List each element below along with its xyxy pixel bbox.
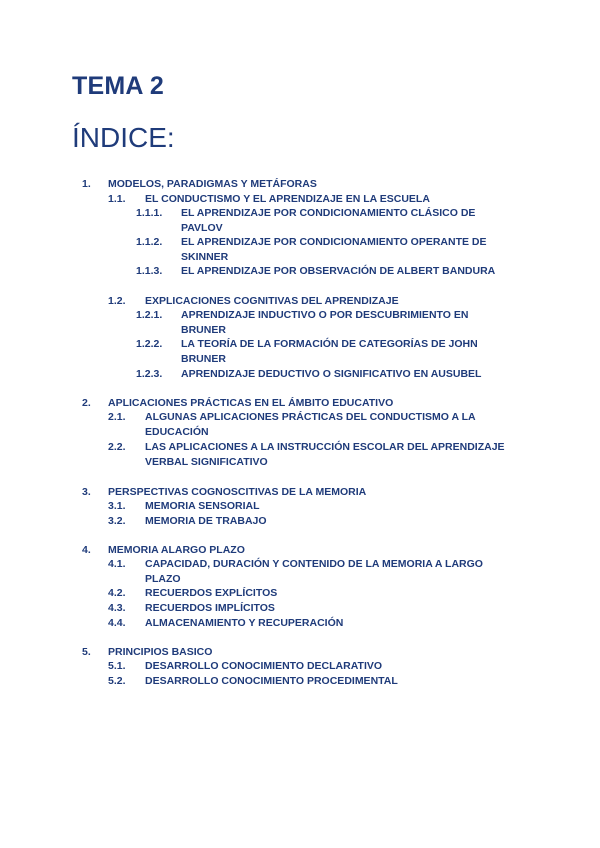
toc-entry-number: 4.1. — [108, 558, 126, 570]
toc-entry-text: MEMORIA DE TRABAJO — [145, 515, 267, 527]
toc-entry-text: ALMACENAMIENTO Y RECUPERACIÓN — [145, 617, 344, 629]
toc-entry-number: 2. — [82, 397, 91, 409]
toc-entry-number: 1.1.1. — [136, 207, 163, 219]
toc-entry-number: 3.2. — [108, 515, 126, 527]
toc-entry-text: EL CONDUCTISMO Y EL APRENDIZAJE EN LA ESCUELA — [145, 193, 430, 205]
toc-entry-text: LA TEORÍA DE LA FORMACIÓN DE CATEGORÍAS DE JOHN BRUNER — [181, 338, 478, 365]
toc-entry-number: 1.2.1. — [136, 309, 163, 321]
toc-entry-text: PERSPECTIVAS COGNOSCITIVAS DE LA MEMORIA — [108, 486, 367, 498]
toc-entry-number: 1.2. — [108, 295, 126, 307]
toc-entry-text: EL APRENDIZAJE POR CONDICIONAMIENTO CLÁSICO DE PAVLOV — [181, 207, 476, 234]
toc-entry-text: EXPLICACIONES COGNITIVAS DEL APRENDIZAJE — [145, 295, 399, 307]
toc-entry-number: 3. — [82, 486, 91, 498]
toc-entry-text: RECUERDOS EXPLÍCITOS — [145, 587, 278, 599]
toc-entry-number: 1.2.2. — [136, 338, 163, 350]
toc-entry-text: APRENDIZAJE DEDUCTIVO O SIGNIFICATIVO EN AUSUBEL — [181, 368, 482, 380]
toc-entry-number: 3.1. — [108, 500, 126, 512]
toc-entry-text: PRINCIPIOS BASICO — [108, 646, 213, 658]
toc-entry-number: 2.2. — [108, 441, 126, 453]
toc-entry-text: EL APRENDIZAJE POR OBSERVACIÓN DE ALBERT BANDURA — [181, 265, 496, 277]
toc-entry-text: EL APRENDIZAJE POR CONDICIONAMIENTO OPERANTE DE SKINNER — [181, 236, 487, 263]
toc-entry-number: 5. — [82, 646, 91, 658]
toc-entry-text: LAS APLICACIONES A LA INSTRUCCIÓN ESCOLAR DEL APRENDIZAJE VERBAL SIGNIFICATIVO — [145, 441, 505, 468]
page-title: TEMA 2 — [72, 72, 164, 100]
toc-entry-text: ALGUNAS APLICACIONES PRÁCTICAS DEL CONDUCTISMO A LA EDUCACIÓN — [145, 411, 476, 438]
toc-entry-text: RECUERDOS IMPLÍCITOS — [145, 602, 275, 614]
toc-entry-text: DESARROLLO CONOCIMIENTO PROCEDIMENTAL — [145, 675, 398, 687]
index-heading: ÍNDICE: — [72, 122, 175, 153]
toc-entry-number: 4. — [82, 544, 91, 556]
toc-entry-text: MEMORIA ALARGO PLAZO — [108, 544, 245, 556]
toc-entry-text: CAPACIDAD, DURACIÓN Y CONTENIDO DE LA MEMORIA A LARGO PLAZO — [145, 558, 483, 585]
toc-entry-number: 5.2. — [108, 675, 126, 687]
toc-entry-text: MODELOS, PARADIGMAS Y METÁFORAS — [108, 178, 317, 190]
toc-entry-number: 5.1. — [108, 660, 126, 672]
toc-entry-text: MEMORIA SENSORIAL — [145, 500, 260, 512]
toc-entry-text: DESARROLLO CONOCIMIENTO DECLARATIVO — [145, 660, 383, 672]
toc-entry-text: APRENDIZAJE INDUCTIVO O POR DESCUBRIMIENTO EN BRUNER — [181, 309, 469, 336]
toc-entry-number: 1.1.2. — [136, 236, 163, 248]
toc-entry-text: APLICACIONES PRÁCTICAS EN EL ÁMBITO EDUCATIVO — [108, 397, 394, 409]
toc-entry-number: 4.2. — [108, 587, 126, 599]
toc-entry-number: 1.1.3. — [136, 265, 163, 277]
toc-entry-number: 1.2.3. — [136, 368, 163, 380]
toc-entry-number: 4.3. — [108, 602, 126, 614]
toc-entry-number: 4.4. — [108, 617, 126, 629]
toc-entry-number: 1. — [82, 178, 91, 190]
toc-entry-number: 1.1. — [108, 193, 126, 205]
toc-entry-number: 2.1. — [108, 411, 126, 423]
